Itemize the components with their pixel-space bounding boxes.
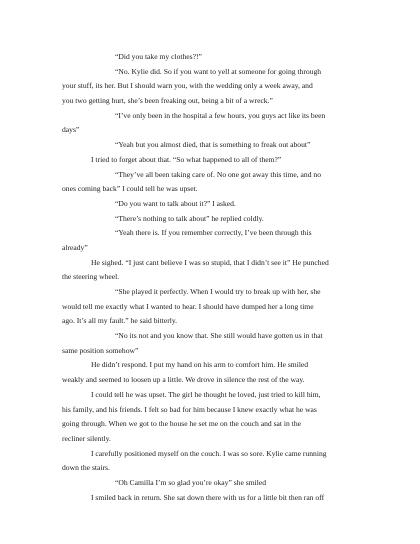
text-line: I tried to forget about that. “So what happened to all of them?” [91,154,282,164]
text-line: weakly and seemed to loosen up a little. We drove in silence the rest of the way. [62,375,305,385]
text-line: ago. It’s all my fault.” he said bitterly. [62,316,178,326]
text-line: “Yeah but you almost died, that is something to freak out about” [115,140,311,150]
text-line: I carefully positioned myself on the couch. I was so sore. Kylie came running [91,448,327,458]
text-line: “They’ve all been taking care of. No one got away this time, and no [115,169,322,179]
text-line: “Did you take my clothes?!” [115,52,202,61]
text-line: “Yeah there is. If you remember correctly, I’ve been through this [115,228,312,238]
text-line: “No. Kylie did. So if you want to yell at someone for going through [115,66,322,76]
text-line: your stuff, its her. But I should warn you, with the wedding only a week away, and [62,81,313,91]
body-text [62,50,362,505]
text-line: his family, and his friends. I felt so bad for him because I knew exactly what he was [62,404,317,414]
text-line: same position somehow” [62,345,139,355]
text-line: “Oh Camilla I’m so glad you’re okay” she smiled [115,477,266,487]
text-line: “No its not and you know that. She still would have gotten us in that [115,331,323,341]
text-line: “She played it perfectly. When I would try to break up with her, she [115,287,321,296]
text-line: “Do you want to talk about it?” I asked. [115,198,236,208]
text-line: He didn’t respond. I put my hand on his arm to comfort him. He smiled [91,360,309,370]
text-line: I smiled back in return. She sat down there with us for a little bit then ran off [91,492,325,502]
text-line: I could tell he was upset. The girl he thought he loved, just tried to kill him, [91,389,321,399]
text-line: already” [62,242,88,252]
text-line: “There’s nothing to talk about” he replied coldly. [115,213,264,223]
text-line: you two getting hurt, she’s been freaking out, being a bit of a wreck.” [62,96,273,106]
text-line: down the stairs. [62,463,110,473]
text-line: the steering wheel. [62,272,120,282]
text-line: recliner silently. [62,433,111,443]
text-line: days” [62,125,80,135]
text-line: “I’ve only been in the hospital a few hours, you guys act like its been [115,110,326,120]
text-line: going through. When we got to the house he set me on the couch and sat in the [62,419,302,429]
text-line: ones coming back” I could tell he was upset. [62,184,198,194]
text-line: He sighed. “I just cant believe I was so stupid, that I didn’t see it” He punched [91,257,329,267]
text-line: would tell me exactly what I wanted to hear. I should have dumped her a long time [62,301,314,311]
